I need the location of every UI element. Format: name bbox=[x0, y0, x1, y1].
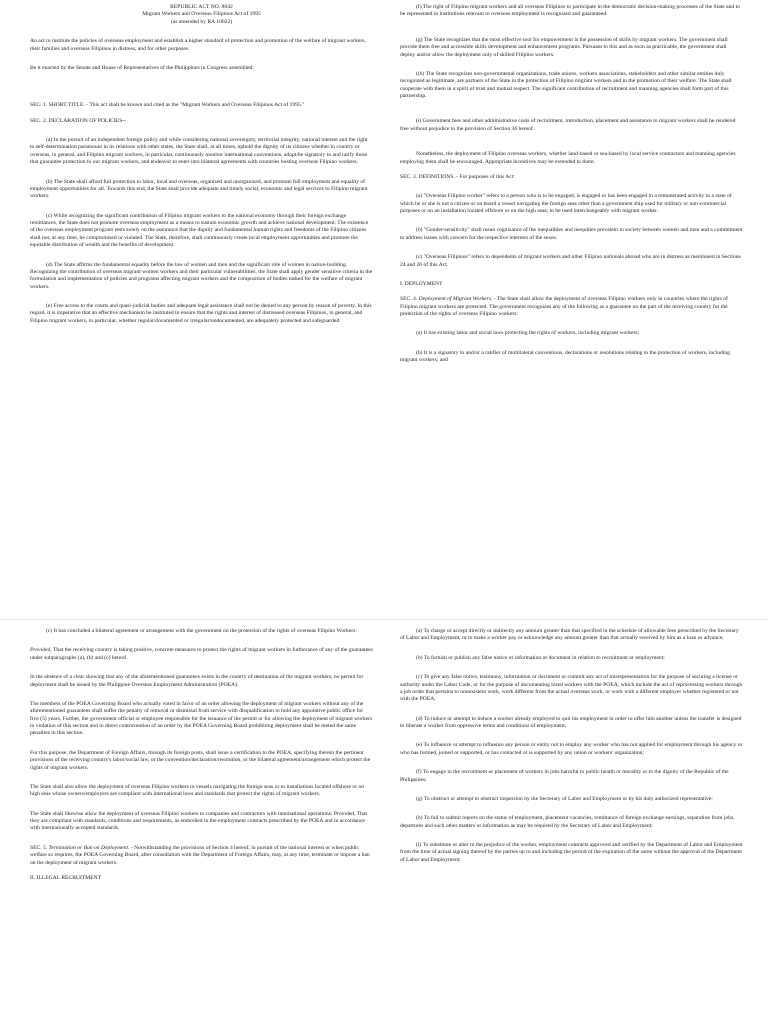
policy-paragraph-h: ((h) The State recognizes non-governmental organizations, trade unions, workers associations, stakeholders and other similar entities duly recognized as legitimate, are partners of the State in the protection of Filipino migrant workers and in the promotion of their welfare. The State shall cooperate with them in a spirit of trust and mutual respect. The significant contribution of recruitment and manning agencies shall form part of this partnership. bbox=[400, 70, 732, 99]
board-members-paragraph: The members of the POEA Governing Board who actually voted in favor of an order allowing the deployment of migrant workers without any of the aforementioned guarantees shall suffer the penalty of removal or dismissal from service with disqualification to hold any appointive public office for five (5) years, Further, the government official or employee responsible for the issuance of the permit or for allowing the deployment of migrant workers in violation of this section and in direct contravention of an order by the POEA Governing Board prohibiting deployment shall be meted the same penalties in this section. bbox=[30, 700, 373, 737]
policy-paragraph-a: (a) In the pursuit of an independent foreign policy and while considering national sovereignty, territorial integrity, national interest and the right to self-determination paramount in its relations with other states, the State shall, at all times, uphold the dignity of its citizens whether in country or overseas, in general, and Filipino migrant workers, in particular, continuously monitor international conventions, adopt/be signatory to and ratify those that guarantee protection to our migrant workers, and endeavor to enter into bilateral agreements with countries hosting overseas Filipino workers. bbox=[30, 137, 368, 166]
prohibited-act-f: (f) To engage in the recruitment or placement of workers in jobs harmful to public health or morality or to the dignity of the Republic of the Philippines; bbox=[400, 769, 729, 783]
prohibited-act-h: (h) To fail to submit reports on the status of employment, placement vacancies, remittance of foreign exchange earnings, separation from jobs, departures and such other matters or information as may be required by the Secretary of Labor and Employment; bbox=[400, 815, 735, 829]
section-4-item-c: (c) It has concluded a bilateral agreement or arrangement with the government on the protection of the rights of overseas Filipino Workers: bbox=[46, 628, 357, 634]
section-2-heading: SEC. 2. DECLARATION OF POLICIES-- bbox=[30, 117, 127, 124]
prohibited-act-d: (d) To induce or attempt to induce a worker already employed to quit his employment in order to offer him another unless the transfer is designed to liberate a worker from oppressive terms and conditions of employment; bbox=[400, 715, 742, 729]
prohibited-act-i: (i) To substitute or alter to the prejudice of the worker, employment contracts approved and verified by the Department of Labor and Employment from the time of actual signing thereof by the parties up to and including the period of the expiration of the same without the approval of the Department of Labor and Employment; bbox=[400, 842, 743, 863]
policy-paragraph-g: (g) The State recognizes that the most effective tool for empowerment is the possession of skills by migrant workers. The government shall provide them free and accessible skills development and enhancement programs. Pursuant to this and as soon as practicable, the government shall deploy and/or allow the deployment only of skilled Filipino workers. bbox=[400, 36, 728, 58]
section-4-title: Deployment of Migrant Workers. bbox=[418, 296, 493, 303]
prohibited-act-c: (c) To give any false notice, testimony, information or document or commit any act of misrepresentation for the purpose of securing a license or authority under the Labor Code, or for the purpose of documenting hired workers with the POEA, which include the act of reprocessing workers through a job order that pertains to nonexistent work, work different from the actual overseas work, or work with a different employer whether registered or not with the POEA; bbox=[400, 674, 743, 703]
policy-paragraph-d: (d) The State affirms the fundamental equality before the law of women and men and the significant role of women in nation-building. Recognizing the contribution of overseas migrant women workers and their particular vulnerabilities, the State shall apply gender sensitive criteria in the formulation and implementation of policies and programs affecting migrant workers and the composition of bodies tasked for the welfare of migrant workers. bbox=[30, 261, 373, 290]
policy-paragraph-c: (c) While recognizing the significant contribution of Filipino migrant workers to the national economy through their foreign exchange remittances, the State does not promote overseas employment as a means to sustain economic growth and achieve national development. The existence of the overseas employment program rests solely on the assurance that the dignity and fundamental human rights and freedoms of the Filipino citizens shall not, at any time, be compromised or violated. The State, therefore, shall continuously create local employment opportunities and promote the equitable distribution of wealth and the benefits of development. bbox=[30, 212, 369, 249]
part-1-heading: I. DEPLOYMENT bbox=[400, 280, 443, 287]
companies-paragraph: The State shall likewise allow the deployment of overseas Filipino workers to companies and contractors with international operations: Provided, That they are compliant with standards, conditions and requirements, as embodied in the employment contracts prescribed by the POEA and in accordance with internationally-accepted standards. bbox=[30, 810, 367, 832]
section-5-title: Termination or Ban on Deployment. bbox=[48, 844, 130, 851]
section-5-text: - Notwithstanding the provisions of Section 4 hereof, in pursuit of the national interest or when public welfare so requires, the POEA Governing Board, after consultation with the Department of Foreign Affairs, may, at any time, terminate or impose a ban on the deployment of migrant workers. bbox=[30, 844, 370, 866]
section-4-item-b: (b) It is a signatory to and/or a ratifier of multilateral conventions, declarations or resolutions relating to the protection of workers, including migrant workers; and bbox=[400, 349, 730, 364]
act-title: Migrant Workers and Overseas Filipinos Act of 1995 bbox=[142, 11, 261, 18]
policy-paragraph-e: (e) Free access to the courts and quasi-judicial bodies and adequate legal assistance shall not be denied to any person by reason of poverty. In this regard, it is imperative that an effective mechanism be instituted to ensure that the rights and interest of distressed overseas Filipinos, in general, and Filipino migrant workers, in particular, whether regular/documented or irregular/undocumented, are adequately protected and safeguarded. bbox=[30, 303, 372, 324]
right-column-1 bbox=[400, 0, 743, 618]
provided-text: That the receiving country is taking positive, concrete measures to protect the rights of migrant workers in furtherance of any of the guarantees under subparagraphs (a), (b) and (c) hereof. bbox=[30, 647, 373, 661]
absence-paragraph: In the absence of a clear showing that any of the aforementioned guarantees exists in the country of destination of the migrant workers, no permit for deployment shall be issued by the Philippine Overseas Employment Administration (POEA). bbox=[30, 674, 364, 688]
definition-c: (c) "Overseas Filipinos" refers to dependents of migrant workers and other Filipino nationals abroad who are in distress as mentioned in Sections 24 and 26 of this Act. bbox=[400, 254, 741, 268]
intro-paragraph: An act to institute the policies of overseas employment and establish a higher standard of protection and promotion of the welfare of migrant workers, their families and overseas Filipinos in distress, and for other purposes. bbox=[30, 38, 366, 52]
vessels-paragraph: The State shall also allow the deployment of overseas Filipino workers to vessels navigating the foreign seas or to installations located offshore or on high seas whose owners/employers are compliant with international laws and standards that protect the rights of migrant workers. bbox=[30, 783, 365, 798]
prohibited-act-a: (a) To charge or accept directly or indirectly any amount greater than that specified in the schedule of allowable fees prescribed by the Secretary of Labor and Employment, or to make a worker pay or acknowledge any amount greater than that actually received by him as a loan or advance; bbox=[400, 628, 739, 642]
proviso-paragraph bbox=[30, 647, 373, 662]
section-3-heading: SEC. 3. DEFINITIONS. - For purposes of this Act: bbox=[400, 173, 515, 180]
section-4-text: - The State shall allow the deployment of overseas Filipino workers only in countries where the rights of Filipino migrant workers are protected. The government recognizes any of the following as a guarantee on the part of the receiving country for the protection of the rights of overseas Filipino workers: bbox=[400, 296, 728, 317]
prohibited-act-e: (e) To influence or attempt to influence any person or entity not to employ any worker who has not applied for employment through his agency or who has formed, joined or supported, or has contacted or is supported by any union or workers' organization; bbox=[400, 742, 743, 756]
section-4-item-a: (a) It has existing labor and social laws protecting the rights of workers, including migrant workers; bbox=[416, 330, 640, 337]
act-number: REPUBLIC ACT NO. 8042 bbox=[170, 4, 233, 10]
policy-paragraph-i: (i) Government fees and other administrative costs of recruitment, introduction, placement and assistance to migrant workers shall be rendered free without prejudice to the provision of Section 36 hereof. bbox=[400, 118, 736, 132]
section-4-paragraph bbox=[400, 296, 743, 318]
enacting-clause: Be it enacted by the Senate and House of Representatives of the Philippines in Congress assembled: bbox=[30, 64, 254, 71]
dfa-certification-paragraph: For this purpose, the Department of Foreign Affairs, through its foreign posts, shall issue a certification to the POEA, specifying therein the pertinent provisions of the receiving country's labor/social law, or the convention/declaration/resolution, or the bilateral agreement/arrangement which protect the rights of migrant workers. bbox=[30, 749, 371, 771]
policy-paragraph-b: (b) The State shall afford full protection to labor, local and overseas, organized and unorganized, and promote full employment and equality of employment opportunities for all. Towards this end, the State shall provide adequate and timely social, economic and legal services to Filipino migrant workers. bbox=[30, 178, 368, 200]
section-5-label: SEC. 5. bbox=[30, 844, 48, 851]
right-column-2 bbox=[400, 622, 743, 1024]
left-column-2 bbox=[30, 622, 373, 1024]
definition-b: (b) "Gender-sensitivity" shall mean cognizance of the inequalities and inequities prevalent in society between women and men and a commitment to address issues with concern for the respective interests of the sexes. bbox=[400, 227, 743, 241]
page-divider bbox=[0, 619, 768, 620]
prohibited-act-b: (b) To furnish or publish any false notice or information or document in relation to recruitment or employment; bbox=[416, 654, 665, 661]
page-spread-2 bbox=[0, 622, 768, 1024]
section-5-paragraph bbox=[30, 845, 373, 867]
section-4-label: SEC. 4. bbox=[400, 296, 418, 303]
prohibited-act-g: (g) To obstruct or attempt to obstruct inspection by the Secretary of Labor and Employment or by his duly authorized representative; bbox=[416, 795, 713, 802]
part-2-heading: II. ILLEGAL RECRUITMENT bbox=[30, 874, 102, 881]
policy-paragraph-f: (f) The right of Filipino migrant workers and all overseas Filipinos to participate in the democratic decision-making processes of the State and to be represented in institutions relevant to overseas employment is recognized and guaranteed. bbox=[400, 4, 740, 18]
left-column-1 bbox=[30, 0, 373, 618]
policy-nonetheless: Nonetheless, the deployment of Filipino overseas workers, whether land-based or sea-based by local service contractors and manning agencies employing them shall be encouraged. Appropriate incentives may be extended to them. bbox=[400, 151, 736, 165]
amendment-note: (as amended by RA 10022) bbox=[170, 18, 233, 25]
section-1-short-title: SEC. 1. SHORT TITLE. - This act shall be known and cited as the "Migrant Workers and Overseas Filipinos Act of 1995." bbox=[30, 102, 305, 109]
definition-a: (a) "Overseas Filipino worker" refers to a person who is to be engaged, is engaged or has been engaged in a remunerated activity in a state of which he or she is not a citizen or on board a vessel navigating the foreign seas other than a government ship used for military or non-commercial purposes or on an installation located offshore or on the high seas; to be used interchangeably with migrant worker. bbox=[400, 193, 732, 214]
document-title-block bbox=[30, 4, 373, 26]
provided-label: Provided, bbox=[30, 647, 52, 654]
